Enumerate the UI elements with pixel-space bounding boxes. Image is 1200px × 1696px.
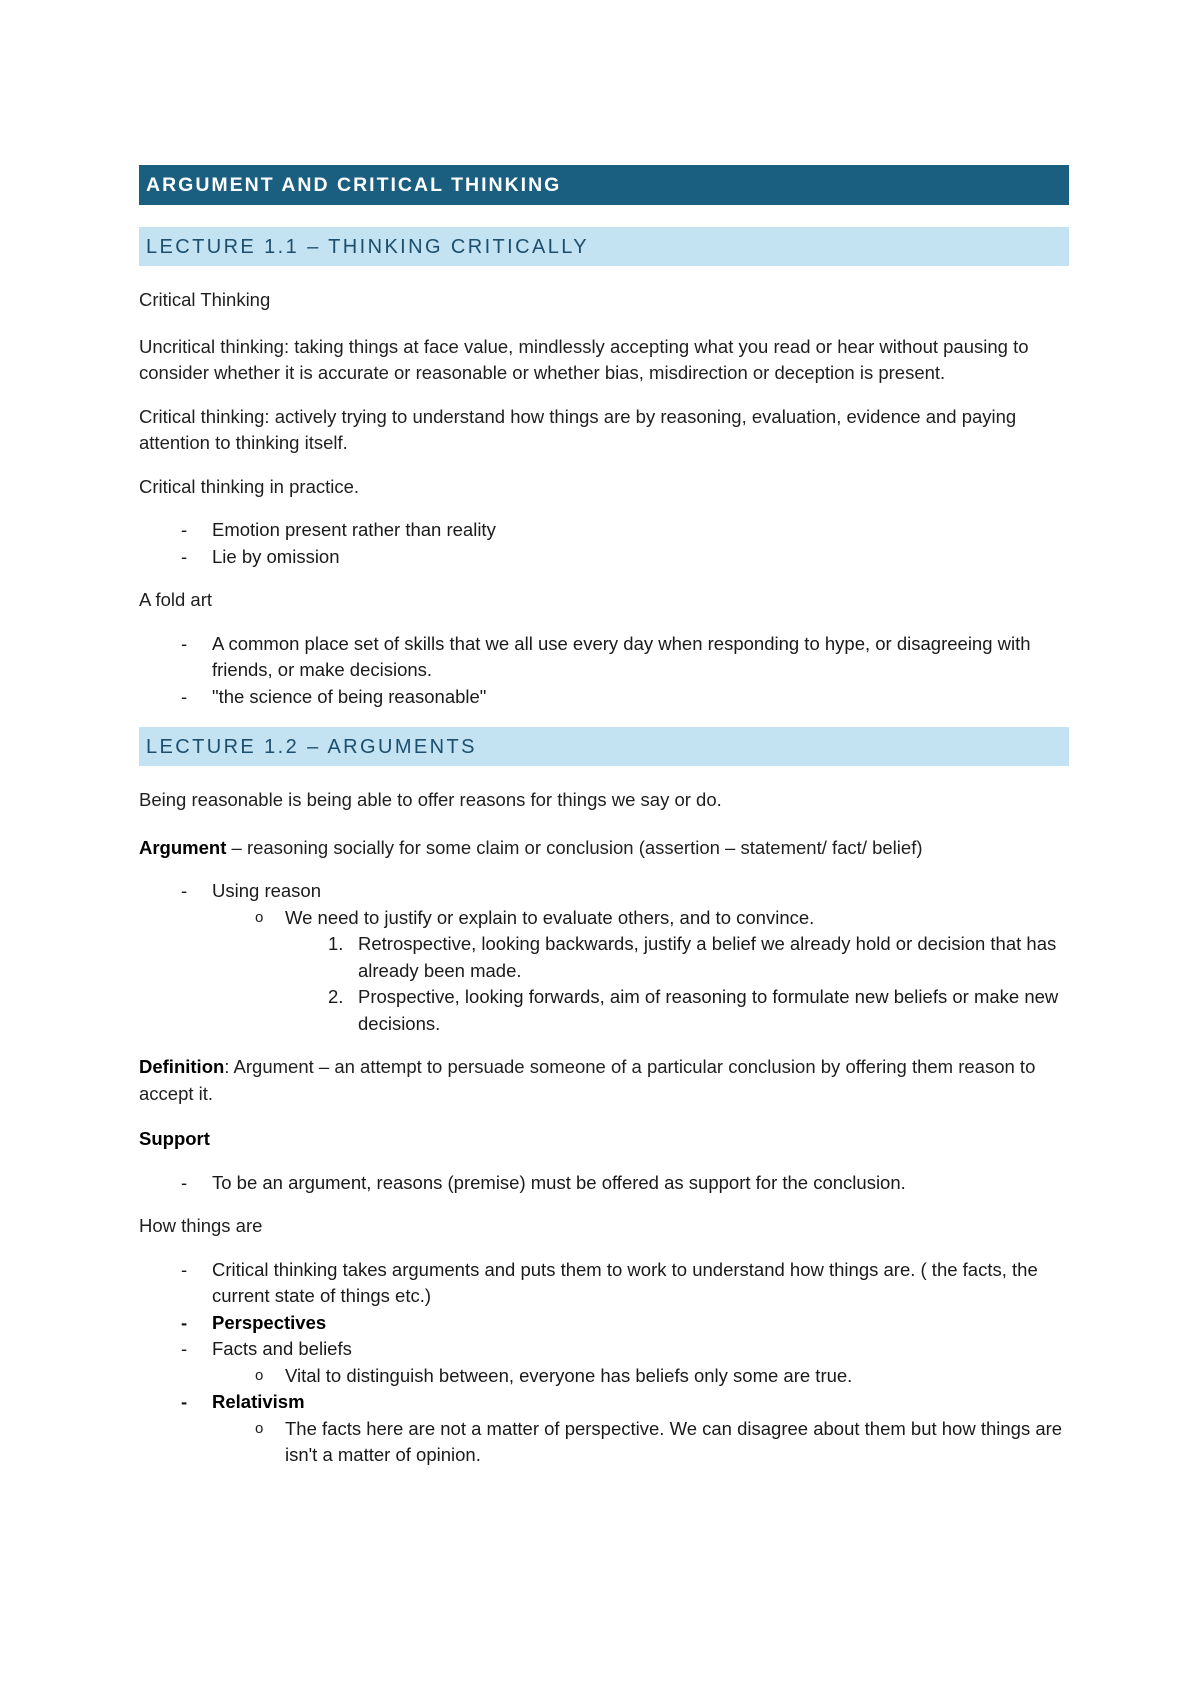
document-content — [139, 165, 1069, 1469]
dash-marker: - — [181, 1171, 188, 1193]
dash-marker: - — [181, 545, 188, 567]
argument-term: Argument — [139, 836, 227, 858]
bullet-marker: o — [255, 1366, 264, 1384]
list-item: - Lie by omission — [139, 544, 1069, 571]
facts-sublist — [139, 1363, 1069, 1390]
list-item: - Facts and beliefs — [139, 1336, 1069, 1363]
list-item: 1. Retrospective, looking backwards, justify a belief we already hold or decision that has already been made. — [328, 933, 1057, 981]
support-list — [139, 1170, 1069, 1197]
dash-marker: - — [181, 685, 188, 707]
list-item: - "the science of being reasonable" — [139, 684, 1069, 711]
paragraph-argument: Argument – reasoning socially for some claim or conclusion (assertion – statement/ fact/ belief) — [139, 836, 923, 858]
list-item: - Emotion present rather than reality — [139, 517, 1069, 544]
how-things-list — [139, 1257, 1069, 1363]
paragraph-fold-art: A fold art — [139, 589, 213, 610]
practice-list — [139, 517, 1069, 570]
number-marker: 1. — [328, 933, 344, 954]
bullet-marker: o — [255, 1419, 264, 1437]
dash-marker: - — [181, 519, 188, 540]
paragraph-critical-thinking: Critical Thinking — [139, 289, 271, 310]
bullet-marker: o — [255, 908, 264, 926]
fold-art-list — [139, 631, 1069, 711]
lecture-2-heading: LECTURE 1.2 – ARGUMENTS — [139, 727, 1069, 766]
list-item: o Vital to distinguish between, everyone has beliefs only some are true. — [139, 1363, 1069, 1390]
support-heading: Support — [139, 1128, 210, 1149]
list-item: - Using reason — [139, 878, 1069, 905]
list-item: - Relativism — [139, 1389, 1069, 1416]
list-item: o We need to justify or explain to evaluate others, and to convince. — [139, 905, 1069, 932]
paragraph-in-practice: Critical thinking in practice. — [139, 475, 360, 497]
list-item: o The facts here are not a matter of perspective. We can disagree about them but how things are isn't a matter of opinion. — [255, 1417, 1063, 1465]
list-item: - To be an argument, reasons (premise) must be offered as support for the conclusion. — [139, 1170, 1069, 1197]
paragraph-definition: Definition: Argument – an attempt to persuade someone of a particular conclusion by offering them reason to accept it. — [139, 1056, 1036, 1104]
dash-marker: - — [181, 880, 188, 901]
numbered-list — [139, 931, 1069, 1037]
dash-marker: - — [181, 1311, 188, 1333]
list-item: - Perspectives — [139, 1310, 1069, 1337]
paragraph-uncritical-thinking: Uncritical thinking: taking things at face value, mindlessly accepting what you read or hear without pausing to consider whether it is accurate or reasonable or whether bias, misdirection or deception is present. — [139, 335, 1029, 383]
justify-sublist — [139, 905, 1069, 932]
using-reason-list — [139, 878, 1069, 905]
list-item: - A common place set of skills that we all use every day when responding to hype, or disagreeing with friends, or make decisions. — [181, 632, 1031, 680]
lecture-1-heading: LECTURE 1.1 – THINKING CRITICALLY — [139, 227, 1069, 266]
relativism-list — [139, 1389, 1069, 1416]
dash-marker: - — [181, 1258, 188, 1280]
number-marker: 2. — [328, 986, 344, 1007]
list-item: - Critical thinking takes arguments and puts them to work to understand how things are. ( the facts, the current state of things etc.) — [181, 1258, 1038, 1306]
dash-marker: - — [181, 1391, 188, 1412]
dash-marker: - — [181, 1338, 188, 1359]
list-item: 2. Prospective, looking forwards, aim of reasoning to formulate new beliefs or make new decisions. — [328, 986, 1059, 1034]
relativism-sublist — [139, 1416, 1069, 1469]
paragraph-being-reasonable: Being reasonable is being able to offer reasons for things we say or do. — [139, 789, 722, 810]
dash-marker: - — [181, 632, 188, 654]
document-title: ARGUMENT AND CRITICAL THINKING — [139, 165, 1069, 205]
paragraph-how-things-are: How things are — [139, 1215, 263, 1236]
definition-term: Definition — [139, 1056, 225, 1077]
paragraph-critical-thinking-definition: Critical thinking: actively trying to understand how things are by reasoning, evaluation, evidence and paying attention to thinking itself. — [139, 405, 1017, 453]
